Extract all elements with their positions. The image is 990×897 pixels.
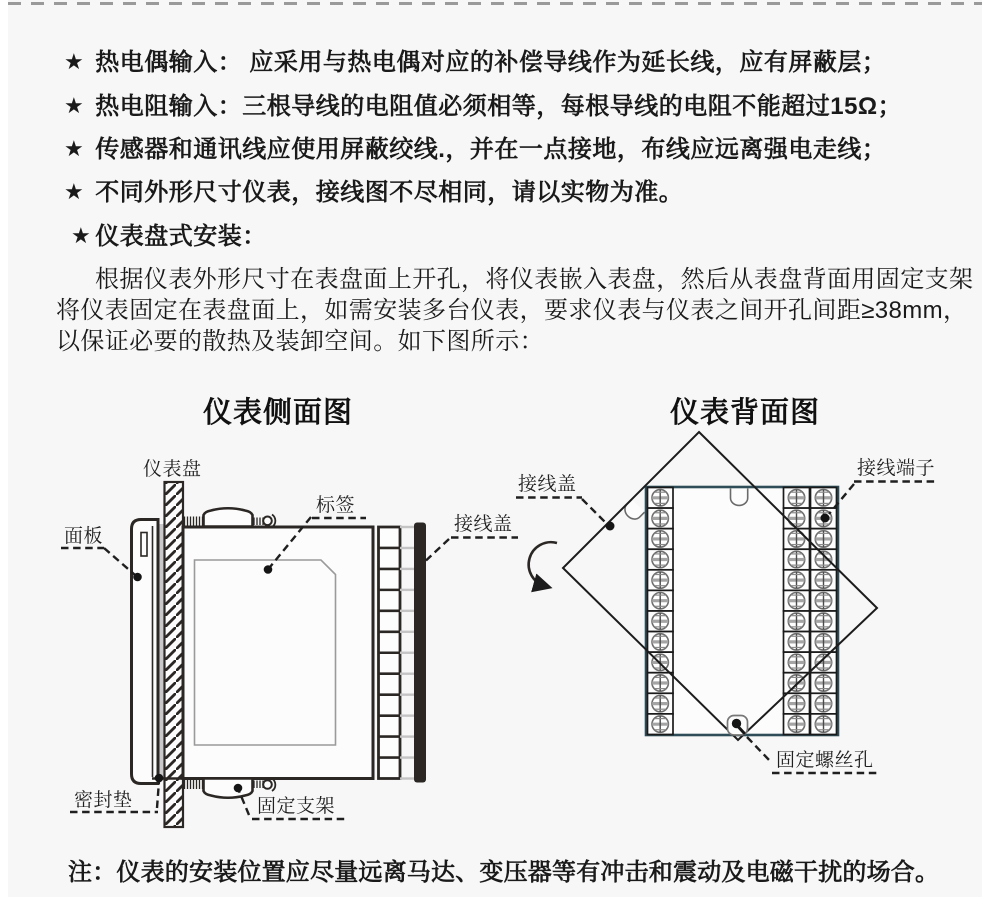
terminal-screw-icon xyxy=(652,592,668,608)
terminal-screw-icon xyxy=(652,695,668,711)
side-label-seal-gasket: 密封垫 xyxy=(74,790,133,811)
leader-dot xyxy=(821,514,830,523)
back-view-title: 仪表背面图 xyxy=(669,397,820,429)
terminal-screw-icon xyxy=(788,695,804,711)
terminal-screw-icon xyxy=(815,613,831,629)
bullet-rtd xyxy=(64,86,902,121)
bracket-screw-head xyxy=(263,780,272,789)
leader-dot xyxy=(606,522,615,531)
back-view-diagram xyxy=(516,432,938,773)
terminal-cover-bar xyxy=(414,523,426,783)
terminal-screw-icon xyxy=(652,510,668,526)
terminal-screw-icon xyxy=(788,572,804,588)
paragraph-line: 以保证必要的散热及装卸空间。如下图所示： xyxy=(56,328,544,355)
terminal-screw-icon xyxy=(815,654,831,670)
terminal-screw-icon xyxy=(652,634,668,650)
bullet-text: 热电偶输入： 应采用与热电偶对应的补偿导线作为延长线，应有屏蔽层； xyxy=(95,49,887,76)
side-label-terminal-cover: 接线盖 xyxy=(454,514,513,535)
paragraph-line: 根据仪表外形尺寸在表盘面上开孔，将仪表嵌入表盘，然后从表盘背面用固定支架 xyxy=(95,266,974,293)
terminal-screw-icon xyxy=(815,531,831,547)
terminal-screw-icon xyxy=(788,716,804,732)
terminal-screw-icon xyxy=(788,634,804,650)
instrument-body xyxy=(183,527,373,779)
fixing-bracket-top xyxy=(204,508,253,526)
back-label-screw-hole: 固定螺丝孔 xyxy=(776,750,874,771)
terminal-screw-icon xyxy=(815,675,831,691)
leader-dot xyxy=(264,565,273,574)
star-bullet-icon: ★ xyxy=(64,93,85,118)
terminal-cover-leader xyxy=(426,538,518,561)
terminal-screw-icon xyxy=(788,592,804,608)
terminal-screw-icon xyxy=(815,634,831,650)
star-bullet-icon: ★ xyxy=(64,179,85,204)
side-label-panel-board: 仪表盘 xyxy=(143,459,202,480)
side-view-title: 仪表侧面图 xyxy=(202,397,353,429)
terminal-screw-icon xyxy=(652,613,668,629)
star-bullet-icon: ★ xyxy=(64,136,85,161)
star-bullet-icon: ★ xyxy=(71,223,92,248)
side-label-front-panel: 面板 xyxy=(64,526,104,547)
terminal-screw-icon xyxy=(788,551,804,567)
terminal-cover-leader xyxy=(516,498,606,524)
terminal-screw-icon xyxy=(652,572,668,588)
cover-clip-notch xyxy=(622,499,645,522)
side-label-tag: 标签 xyxy=(316,495,356,516)
terminal-screw-icon xyxy=(815,592,831,608)
terminal-screw-icon xyxy=(652,531,668,547)
top-dashed-separator xyxy=(8,2,982,5)
terminal-screw-icon xyxy=(815,716,831,732)
terminal-screw-icon xyxy=(652,716,668,732)
bullet-text: 传感器和通讯线应使用屏蔽绞线.，并在一点接地，布线应远离强电走线； xyxy=(95,136,887,163)
rotate-open-arrow-icon xyxy=(529,542,557,586)
terminal-screw-icon xyxy=(788,613,804,629)
terminal-screw-icon xyxy=(652,490,668,506)
back-label-terminals: 接线端子 xyxy=(857,458,936,479)
side-view-diagram xyxy=(61,458,518,827)
back-label-terminal-cover: 接线盖 xyxy=(518,474,577,495)
bullet-dimensions xyxy=(64,172,683,207)
bullet-shielded-wire xyxy=(64,129,886,164)
leader-dot xyxy=(133,573,142,582)
bullet-text: 不同外形尺寸仪表，接线图不尽相同，请以实物为准。 xyxy=(95,179,684,206)
bullet-text: 热电阻输入：三根导线的电阻值必须相等，每根导线的电阻不能超过15Ω； xyxy=(95,93,903,120)
bottom-note: 注：仪表的安装位置应尽量远离马达、变压器等有冲击和震动及电磁干扰的场合。 xyxy=(68,859,940,886)
fixing-bracket-bottom xyxy=(204,779,253,798)
bracket-screw-head xyxy=(263,517,272,526)
terminal-screw-icon xyxy=(652,551,668,567)
paragraph-line: 将仪表固定在表盘面上，如需安装多台仪表，要求仪表与仪表之间开孔间距≥38mm， xyxy=(56,297,968,324)
leader-dot xyxy=(155,774,164,783)
terminal-screw-icon xyxy=(815,490,831,506)
terminal-screw-icon xyxy=(652,675,668,691)
bullet-panel-mount-heading xyxy=(71,216,267,251)
side-label-fixing-bracket: 固定支架 xyxy=(257,796,336,817)
installation-diagrams xyxy=(0,430,990,850)
terminal-screw-icon xyxy=(788,490,804,506)
terminal-screw-icon xyxy=(788,654,804,670)
bullet-text: 仪表盘式安装： xyxy=(95,223,267,250)
leader-dot xyxy=(234,784,243,793)
front-panel-shape xyxy=(132,520,159,784)
panel-top-notch xyxy=(731,489,748,506)
star-bullet-icon: ★ xyxy=(64,49,85,74)
terminals-leader xyxy=(829,482,938,515)
front-panel-leader xyxy=(61,548,135,575)
installation-paragraph xyxy=(56,264,978,357)
panel-wall xyxy=(165,482,184,827)
front-panel-slot xyxy=(141,533,147,557)
terminal-screw-icon xyxy=(815,695,831,711)
bullet-thermocouple xyxy=(64,42,886,77)
terminal-screw-icon xyxy=(815,572,831,588)
